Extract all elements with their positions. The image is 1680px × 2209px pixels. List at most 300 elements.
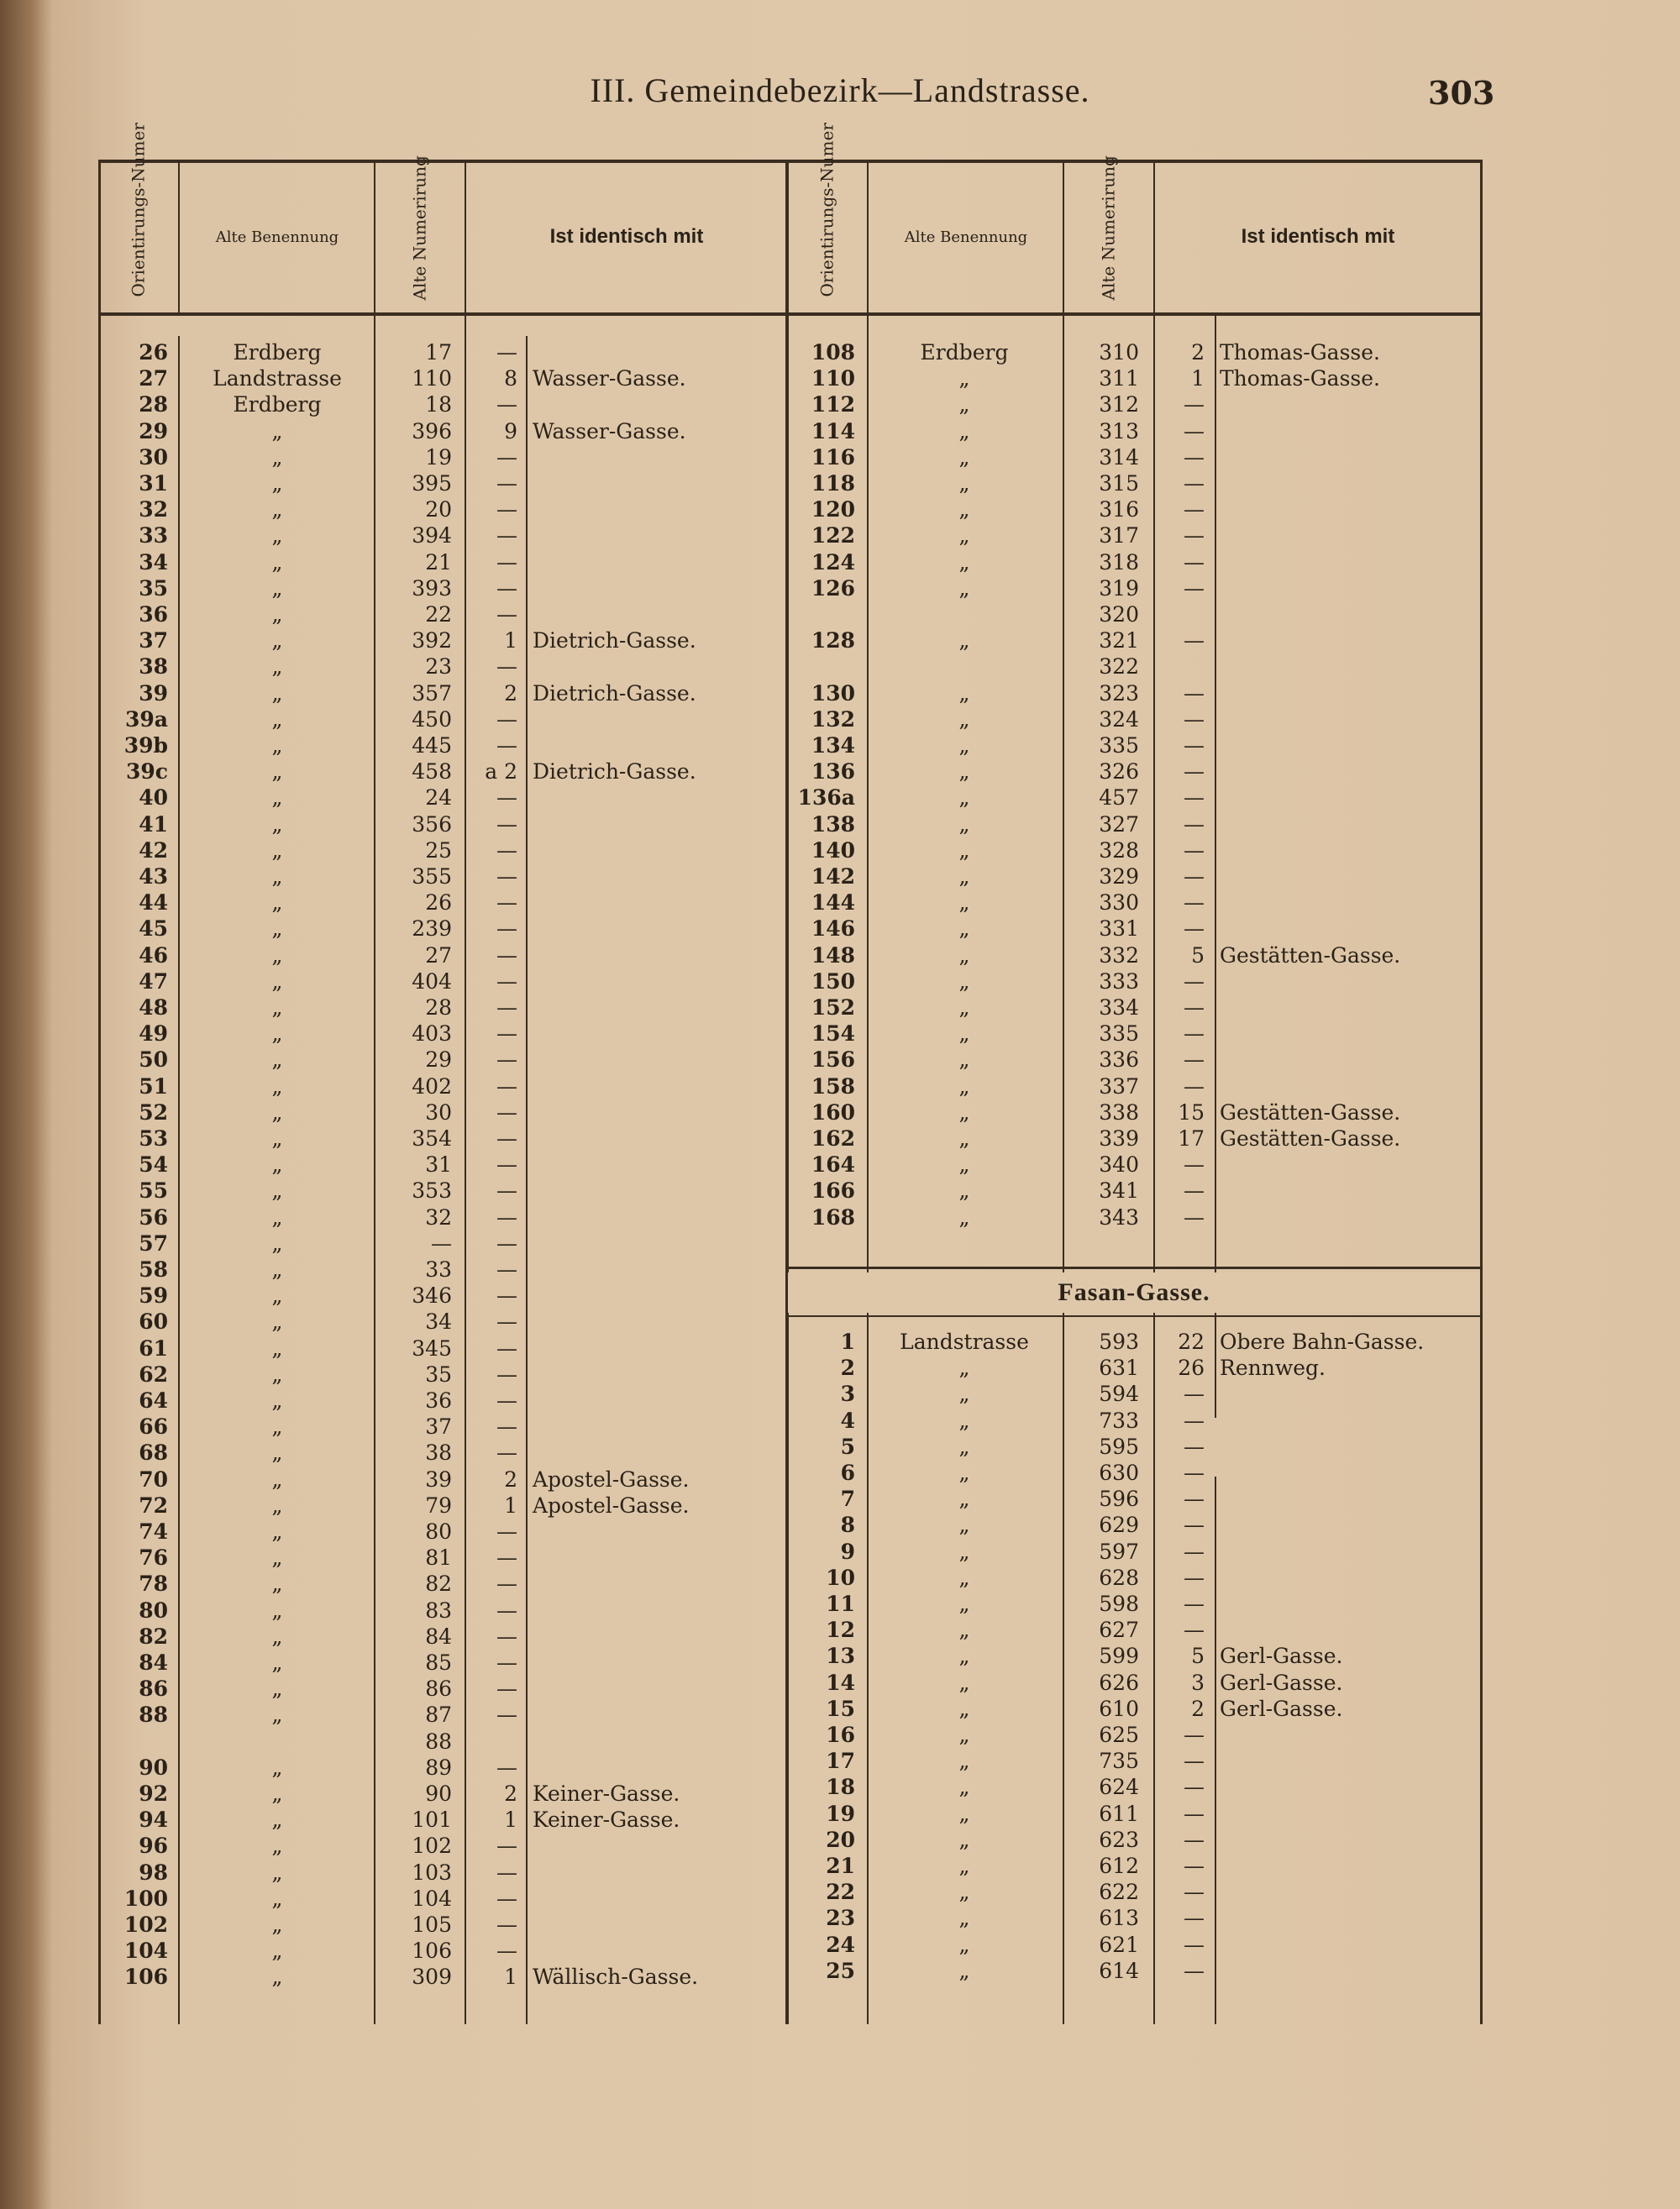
table-row xyxy=(101,549,786,575)
alte-benennung: „ xyxy=(958,1073,970,1099)
table-row xyxy=(101,1335,786,1362)
alte-numerirung: 86 xyxy=(425,1676,452,1702)
alte-numerirung: 404 xyxy=(412,968,452,994)
alte-numerirung: 19 xyxy=(425,444,452,470)
orientierungs-nummer: 158 xyxy=(811,1073,855,1099)
alte-numerirung: 332 xyxy=(1099,942,1139,968)
orientierungs-nummer: 41 xyxy=(139,811,168,837)
identisch-nummer: — xyxy=(1184,916,1205,942)
alte-benennung: „ xyxy=(271,471,283,496)
table-row xyxy=(101,1152,786,1178)
identisch-nummer: — xyxy=(1184,1854,1205,1878)
alte-benennung: „ xyxy=(271,1860,283,1885)
table-row xyxy=(101,1624,786,1650)
table-row xyxy=(101,1283,786,1309)
alte-numerirung: 79 xyxy=(425,1493,452,1518)
alte-numerirung: 110 xyxy=(412,366,452,391)
alte-numerirung: 323 xyxy=(1099,680,1139,706)
alte-benennung: „ xyxy=(271,1571,283,1597)
table-row xyxy=(101,1545,786,1571)
orientierungs-nummer: 39a xyxy=(125,706,168,732)
identisch-nummer: — xyxy=(496,1624,517,1649)
table-row xyxy=(788,575,1480,601)
orientierungs-nummer: 122 xyxy=(811,523,855,548)
alte-numerirung: 627 xyxy=(1099,1618,1139,1643)
identisch-gasse: Gerl-Gasse. xyxy=(1220,1644,1343,1669)
table-row xyxy=(788,758,1480,784)
identisch-nummer: 2 xyxy=(1191,1696,1205,1721)
alte-numerirung: 31 xyxy=(425,1152,452,1178)
orientierungs-nummer: 64 xyxy=(139,1388,168,1413)
orientierungs-nummer: 60 xyxy=(139,1309,168,1335)
alte-benennung: „ xyxy=(271,523,283,548)
identisch-gasse: Wällisch-Gasse. xyxy=(533,1965,699,1990)
identisch-nummer: — xyxy=(496,1178,517,1204)
alte-numerirung: 315 xyxy=(1099,471,1139,496)
identisch-nummer: — xyxy=(1184,575,1205,601)
alte-benennung: „ xyxy=(958,1854,970,1878)
orientierungs-nummer: 21 xyxy=(826,1854,855,1878)
alte-benennung: „ xyxy=(271,1335,283,1361)
table-row xyxy=(788,1512,1480,1538)
alte-numerirung: 89 xyxy=(425,1755,452,1780)
table-row xyxy=(101,1755,786,1781)
orientierungs-nummer: 154 xyxy=(811,1021,855,1047)
orientierungs-nummer: 29 xyxy=(139,418,168,443)
orientierungs-nummer: 128 xyxy=(811,628,855,653)
alte-numerirung: 596 xyxy=(1099,1487,1139,1512)
alte-numerirung: 593 xyxy=(1099,1330,1139,1354)
table-row xyxy=(101,1886,786,1912)
identisch-nummer: — xyxy=(1184,1565,1205,1590)
orientierungs-nummer: 59 xyxy=(139,1283,168,1309)
orientierungs-nummer: 40 xyxy=(139,785,168,811)
alte-benennung: „ xyxy=(958,1801,970,1826)
alte-numerirung: 309 xyxy=(412,1965,452,1990)
alte-numerirung: 326 xyxy=(1099,759,1139,784)
table-row xyxy=(101,706,786,732)
identisch-nummer: — xyxy=(496,1152,517,1178)
identisch-nummer: — xyxy=(1184,680,1205,706)
alte-numerirung: 356 xyxy=(412,811,452,837)
orientierungs-nummer: 66 xyxy=(139,1414,168,1440)
table-row xyxy=(788,1643,1480,1669)
alte-numerirung: 336 xyxy=(1099,1047,1139,1073)
orientierungs-nummer: 39 xyxy=(139,680,168,706)
table-row xyxy=(788,994,1480,1021)
alte-benennung: „ xyxy=(958,785,970,811)
alte-benennung: „ xyxy=(958,1099,970,1125)
alte-benennung: „ xyxy=(271,864,283,889)
alte-benennung: „ xyxy=(271,1021,283,1047)
table-row xyxy=(101,1099,786,1125)
table-row xyxy=(788,811,1480,837)
alte-benennung: „ xyxy=(958,1644,970,1669)
alte-benennung: „ xyxy=(271,1467,283,1492)
alte-benennung: „ xyxy=(271,916,283,942)
table-row xyxy=(788,1879,1480,1905)
alte-benennung: „ xyxy=(271,968,283,994)
orientierungs-nummer: 130 xyxy=(811,680,855,706)
alte-numerirung: 610 xyxy=(1099,1696,1139,1721)
orientierungs-nummer: 162 xyxy=(811,1126,855,1151)
alte-numerirung: 334 xyxy=(1099,995,1139,1020)
col-header-identisch: Ist identisch mit xyxy=(549,225,704,248)
identisch-nummer: — xyxy=(1184,1775,1205,1800)
orientierungs-nummer: 15 xyxy=(826,1696,855,1721)
alte-benennung: „ xyxy=(958,706,970,732)
table-row xyxy=(788,1670,1480,1696)
alte-numerirung: 25 xyxy=(425,837,452,863)
identisch-nummer: — xyxy=(1184,706,1205,732)
identisch-gasse: Gerl-Gasse. xyxy=(1220,1696,1343,1721)
orientierungs-nummer: 25 xyxy=(826,1958,855,1983)
identisch-nummer: — xyxy=(496,1257,517,1282)
table-row xyxy=(788,1958,1480,1984)
orientierungs-nummer: 156 xyxy=(811,1047,855,1073)
orientierungs-nummer: 32 xyxy=(139,497,168,522)
identisch-nummer: — xyxy=(496,1571,517,1597)
table-row xyxy=(101,1833,786,1859)
alte-numerirung: 355 xyxy=(412,864,452,889)
table-row xyxy=(788,1853,1480,1879)
table-row xyxy=(101,653,786,679)
identisch-nummer: — xyxy=(496,1676,517,1702)
alte-benennung: „ xyxy=(271,706,283,732)
alte-numerirung: 102 xyxy=(412,1834,452,1859)
alte-benennung: „ xyxy=(271,602,283,627)
identisch-nummer: — xyxy=(496,549,517,575)
alte-numerirung: 313 xyxy=(1099,418,1139,443)
table-row xyxy=(101,1519,786,1545)
table-row xyxy=(101,1362,786,1388)
alte-numerirung: 36 xyxy=(425,1388,452,1413)
alte-numerirung: 624 xyxy=(1099,1775,1139,1800)
identisch-nummer: — xyxy=(1184,1073,1205,1099)
identisch-nummer: — xyxy=(496,523,517,548)
orientierungs-nummer: 53 xyxy=(139,1126,168,1151)
table-row xyxy=(788,706,1480,732)
alte-numerirung: 37 xyxy=(425,1414,452,1440)
table-row xyxy=(101,339,786,365)
table-row xyxy=(101,1598,786,1624)
table-row xyxy=(788,1460,1480,1486)
alte-benennung: „ xyxy=(958,1204,970,1230)
identisch-gasse: Dietrich-Gasse. xyxy=(533,628,696,653)
alte-benennung: „ xyxy=(271,1624,283,1649)
identisch-nummer: 2 xyxy=(504,680,517,706)
alte-numerirung: 38 xyxy=(425,1440,452,1466)
identisch-nummer: 5 xyxy=(1191,1644,1205,1669)
table-row xyxy=(101,863,786,889)
alte-numerirung: 626 xyxy=(1099,1670,1139,1695)
orientierungs-nummer: 6 xyxy=(840,1461,855,1485)
identisch-nummer: — xyxy=(496,1913,517,1937)
orientierungs-nummer: 82 xyxy=(139,1624,168,1649)
orientierungs-nummer: 49 xyxy=(139,1021,168,1047)
alte-numerirung: 629 xyxy=(1099,1513,1139,1538)
table-row xyxy=(101,1125,786,1152)
table-row xyxy=(101,1047,786,1073)
orientierungs-nummer: 14 xyxy=(826,1670,855,1695)
identisch-nummer: — xyxy=(1184,759,1205,784)
col-header-orientierung: Orientirungs-Numer xyxy=(128,123,149,297)
alte-numerirung: 631 xyxy=(1099,1356,1139,1381)
orientierungs-nummer: 5 xyxy=(840,1434,855,1459)
table-row xyxy=(788,863,1480,889)
orientierungs-nummer: 142 xyxy=(811,864,855,889)
alte-benennung: „ xyxy=(958,1513,970,1538)
identisch-nummer: — xyxy=(1184,1408,1205,1433)
alte-numerirung: 337 xyxy=(1099,1073,1139,1099)
alte-benennung: Erdberg xyxy=(233,340,322,365)
alte-numerirung: 324 xyxy=(1099,706,1139,732)
table-row xyxy=(101,811,786,837)
identisch-nummer: — xyxy=(1184,733,1205,758)
alte-benennung: „ xyxy=(271,1913,283,1937)
identisch-nummer: — xyxy=(1184,864,1205,889)
identisch-gasse: Thomas-Gasse. xyxy=(1220,340,1380,365)
orientierungs-nummer: 108 xyxy=(811,340,855,365)
alte-numerirung: 395 xyxy=(412,471,452,496)
orientierungs-nummer: 44 xyxy=(139,890,168,916)
alte-numerirung: 357 xyxy=(412,680,452,706)
identisch-nummer: — xyxy=(1184,1487,1205,1512)
identisch-nummer: 1 xyxy=(504,1493,517,1518)
col-header-orientierung-r: Orientirungs-Numer xyxy=(816,123,837,297)
right-table xyxy=(785,123,1483,2024)
identisch-gasse: Gestätten-Gasse. xyxy=(1220,1126,1401,1151)
alte-numerirung: 106 xyxy=(412,1939,452,1964)
orientierungs-nummer: 164 xyxy=(811,1152,855,1178)
alte-numerirung: 28 xyxy=(425,995,452,1020)
identisch-nummer: — xyxy=(496,1362,517,1387)
orientierungs-nummer: 4 xyxy=(840,1408,855,1433)
identisch-nummer: — xyxy=(496,837,517,863)
alte-benennung: „ xyxy=(958,1382,970,1407)
orientierungs-nummer: 23 xyxy=(826,1906,855,1931)
alte-numerirung: 335 xyxy=(1099,1021,1139,1047)
alte-numerirung: 402 xyxy=(412,1073,452,1099)
alte-benennung: „ xyxy=(958,1047,970,1073)
orientierungs-nummer: 22 xyxy=(826,1880,855,1905)
alte-benennung: „ xyxy=(271,1808,283,1833)
orientierungs-nummer: 72 xyxy=(139,1493,168,1518)
table-row xyxy=(101,1178,786,1204)
identisch-nummer: — xyxy=(1184,1178,1205,1204)
table-row xyxy=(101,1571,786,1597)
alte-benennung: „ xyxy=(271,1703,283,1728)
table-row xyxy=(788,1021,1480,1047)
alte-benennung: „ xyxy=(271,890,283,916)
alte-numerirung: 310 xyxy=(1099,340,1139,365)
orientierungs-nummer: 132 xyxy=(811,706,855,732)
alte-benennung: „ xyxy=(271,733,283,758)
identisch-nummer: — xyxy=(496,1414,517,1440)
alte-benennung: „ xyxy=(271,1598,283,1623)
orientierungs-nummer: 88 xyxy=(139,1703,168,1728)
orientierungs-nummer: 168 xyxy=(811,1204,855,1230)
alte-benennung: „ xyxy=(271,1939,283,1964)
alte-numerirung: 35 xyxy=(425,1362,452,1387)
identisch-nummer: — xyxy=(496,1073,517,1099)
alte-numerirung: 32 xyxy=(425,1204,452,1230)
alte-numerirung: 354 xyxy=(412,1126,452,1151)
alte-numerirung: 322 xyxy=(1099,654,1139,679)
alte-numerirung: 353 xyxy=(412,1178,452,1204)
identisch-gasse: Wasser-Gasse. xyxy=(533,366,686,391)
alte-benennung: „ xyxy=(271,575,283,601)
orientierungs-nummer: 8 xyxy=(840,1513,855,1538)
table-row xyxy=(788,942,1480,968)
identisch-nummer: 1 xyxy=(504,1808,517,1833)
identisch-nummer: — xyxy=(496,733,517,758)
identisch-nummer: — xyxy=(496,1388,517,1413)
identisch-nummer: 1 xyxy=(504,1965,517,1990)
identisch-nummer: — xyxy=(496,1021,517,1047)
identisch-nummer: — xyxy=(1184,1958,1205,1983)
orientierungs-nummer: 160 xyxy=(811,1099,855,1125)
table-row xyxy=(101,496,786,522)
alte-benennung: „ xyxy=(271,1230,283,1256)
alte-numerirung: 733 xyxy=(1099,1408,1139,1433)
orientierungs-nummer: 39c xyxy=(125,759,168,784)
orientierungs-nummer: 84 xyxy=(139,1650,168,1675)
alte-numerirung: 21 xyxy=(425,549,452,575)
identisch-nummer: — xyxy=(496,1834,517,1859)
identisch-gasse: Obere Bahn-Gasse. xyxy=(1220,1330,1425,1354)
alte-numerirung: 88 xyxy=(425,1729,452,1754)
identisch-nummer: — xyxy=(1184,1906,1205,1931)
table-row xyxy=(101,522,786,548)
alte-benennung: „ xyxy=(958,523,970,548)
identisch-nummer: — xyxy=(1184,1723,1205,1747)
orientierungs-nummer: 104 xyxy=(123,1939,168,1964)
table-row xyxy=(788,1827,1480,1853)
alte-numerirung: 392 xyxy=(412,628,452,653)
table-row xyxy=(101,994,786,1021)
identisch-nummer: 17 xyxy=(1178,1126,1205,1151)
identisch-nummer: — xyxy=(1184,628,1205,653)
identisch-nummer: — xyxy=(1184,471,1205,496)
alte-benennung: „ xyxy=(271,1519,283,1544)
identisch-nummer: — xyxy=(1184,785,1205,811)
table-row xyxy=(788,1486,1480,1512)
table-row xyxy=(788,1591,1480,1617)
alte-benennung: „ xyxy=(271,1362,283,1387)
identisch-nummer: — xyxy=(1184,890,1205,916)
alte-numerirung: 83 xyxy=(425,1598,452,1623)
alte-benennung: „ xyxy=(958,1461,970,1485)
alte-benennung: „ xyxy=(958,1618,970,1643)
table-row xyxy=(788,418,1480,444)
alte-benennung: „ xyxy=(958,759,970,784)
table-row xyxy=(101,680,786,706)
table-row xyxy=(788,444,1480,470)
table-row xyxy=(101,1964,786,1990)
identisch-gasse: Apostel-Gasse. xyxy=(533,1467,690,1492)
identisch-nummer: 2 xyxy=(504,1467,517,1492)
alte-numerirung: 316 xyxy=(1099,497,1139,522)
orientierungs-nummer: 86 xyxy=(139,1676,168,1702)
alte-numerirung: 333 xyxy=(1099,968,1139,994)
table-row xyxy=(101,1912,786,1938)
alte-numerirung: 27 xyxy=(425,942,452,968)
table-row xyxy=(101,1807,786,1833)
alte-numerirung: 328 xyxy=(1099,837,1139,863)
alte-benennung: „ xyxy=(271,1755,283,1780)
identisch-nummer: 26 xyxy=(1178,1356,1205,1381)
alte-numerirung: 457 xyxy=(1099,785,1139,811)
alte-numerirung: — xyxy=(431,1230,452,1256)
table-row xyxy=(101,837,786,863)
table-row xyxy=(101,1204,786,1230)
alte-benennung: „ xyxy=(958,1539,970,1564)
orientierungs-nummer: 120 xyxy=(811,497,855,522)
alte-benennung: „ xyxy=(958,968,970,994)
alte-benennung: Landstrasse xyxy=(900,1330,1029,1354)
alte-benennung: „ xyxy=(271,1834,283,1859)
alte-numerirung: 30 xyxy=(425,1099,452,1125)
table-row xyxy=(101,470,786,496)
orientierungs-nummer: 36 xyxy=(139,602,168,627)
alte-numerirung: 17 xyxy=(425,340,452,365)
table-row xyxy=(788,1073,1480,1099)
alte-numerirung: 24 xyxy=(425,785,452,811)
alte-benennung: „ xyxy=(958,1932,970,1957)
alte-benennung: „ xyxy=(958,1021,970,1047)
orientierungs-nummer: 43 xyxy=(139,864,168,889)
identisch-nummer: — xyxy=(1184,1539,1205,1564)
orientierungs-nummer: 7 xyxy=(840,1487,855,1512)
table-row xyxy=(788,339,1480,365)
book-spine xyxy=(0,0,52,2209)
alte-benennung: „ xyxy=(271,549,283,575)
alte-numerirung: 239 xyxy=(412,916,452,942)
alte-benennung: „ xyxy=(958,1152,970,1178)
identisch-nummer: a 2 xyxy=(485,759,517,784)
identisch-nummer: — xyxy=(1184,811,1205,837)
alte-benennung: „ xyxy=(958,497,970,522)
orientierungs-nummer: 61 xyxy=(139,1335,168,1361)
identisch-nummer: — xyxy=(1184,837,1205,863)
table-row xyxy=(101,627,786,653)
table-row xyxy=(101,889,786,916)
alte-benennung: „ xyxy=(958,1487,970,1512)
alte-benennung: „ xyxy=(271,785,283,811)
alte-benennung: „ xyxy=(958,864,970,889)
table-row xyxy=(101,1493,786,1519)
identisch-nummer: — xyxy=(496,1860,517,1885)
alte-benennung: „ xyxy=(958,1696,970,1721)
section-title-fasan-gasse: Fasan-Gasse. xyxy=(788,1272,1480,1313)
table-row xyxy=(788,1204,1480,1230)
alte-numerirung: 630 xyxy=(1099,1461,1139,1485)
alte-benennung: „ xyxy=(958,628,970,653)
identisch-gasse: Keiner-Gasse. xyxy=(533,1808,680,1833)
table-row xyxy=(788,1434,1480,1460)
orientierungs-nummer: 126 xyxy=(811,575,855,601)
alte-benennung: „ xyxy=(958,575,970,601)
table-row xyxy=(101,1702,786,1728)
alte-numerirung: 735 xyxy=(1099,1749,1139,1774)
table-row xyxy=(788,1329,1480,1355)
alte-benennung: „ xyxy=(271,1414,283,1440)
table-row xyxy=(788,1932,1480,1958)
orientierungs-nummer: 62 xyxy=(139,1362,168,1387)
col-header-alte-benennung: Alte Benennung xyxy=(215,228,339,246)
alte-benennung: „ xyxy=(958,1592,970,1616)
